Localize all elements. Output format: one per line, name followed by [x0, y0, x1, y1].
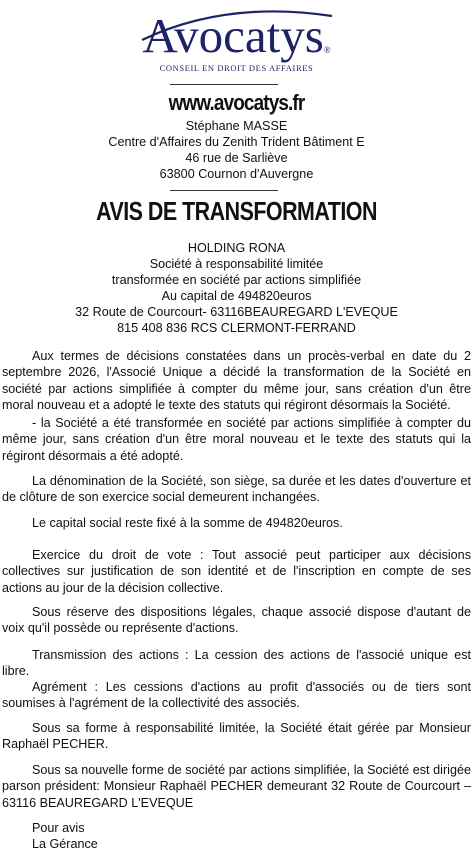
paragraph-2: - la Société a été transformée en société par actions simplifiée à compter du même jour, sans création d'un être moral nouveau et le texte des statuts qui la régiront désormais a été adopté.	[2, 416, 471, 463]
paragraph-10: Sous sa nouvelle forme de société par actions simplifiée, la Société est dirigée parson président: Monsieur Raphaël PECHER demeurant 32 Route de Courcourt – 63116 BEAUREGARD L'EVEQUE	[2, 763, 471, 810]
company-capital: Au capital de 494820euros	[161, 289, 312, 303]
contact-line-3: 63800 Cournon d'Auvergne	[159, 167, 314, 181]
company-address: 32 Route de Courcourt- 63116BEAUREGARD L'EVEQUE	[75, 305, 398, 319]
signature-line-2: La Gérance	[32, 837, 98, 851]
paragraph-9: Sous sa forme à responsabilité limitée, la Société était gérée par Monsieur Raphaël PECHER.	[2, 721, 471, 752]
paragraph-4: Le capital social reste fixé à la somme de 494820euros.	[32, 516, 343, 530]
paragraph-3: La dénomination de la Société, son siège, sa durée et les dates d'ouverture et de clôture de son exercice social demeurent inchangées.	[2, 474, 471, 505]
notice-title: AVIS DE TRANSFORMATION	[96, 198, 377, 226]
paragraph-8: Agrément : Les cessions d'actions au profit d'associés ou de tiers sont soumises à l'agrément de la collectivité des associés.	[2, 680, 471, 711]
paragraph-5: Exercice du droit de vote : Tout associé peut participer aux décisions collectives sur justification de son identité et de l'inscription en compte de ses actions au jour de la décision collective.	[2, 548, 471, 595]
signature-line-1: Pour avis	[32, 821, 85, 835]
paragraph-6: Sous réserve des dispositions légales, chaque associé dispose d'autant de voix qu'il possède ou représente d'actions.	[2, 605, 471, 636]
company-form: Société à responsabilité limitée	[149, 257, 324, 271]
website-link[interactable]: www.avocatys.fr	[168, 90, 305, 115]
logo-wordmark	[0, 8, 473, 64]
company-rcs: 815 408 836 RCS CLERMONT-FERRAND	[117, 321, 356, 335]
contact-line-1: Centre d'Affaires du Zenith Trident Bâtiment E	[108, 135, 365, 149]
contact-name: Stéphane MASSE	[185, 119, 288, 133]
logo-wordmark-text: Avocatys	[142, 8, 324, 63]
company-name: HOLDING RONA	[187, 241, 286, 255]
registered-mark: ®	[323, 45, 331, 55]
divider-middle	[170, 190, 278, 191]
logo-tagline: CONSEIL EN DROIT DES AFFAIRES	[159, 63, 314, 73]
company-transformed: transformée en société par actions simplifiée	[111, 273, 362, 287]
contact-line-2: 46 rue de Sarliève	[185, 151, 288, 165]
paragraph-1: Aux termes de décisions constatées dans un procès-verbal en date du 2 septembre 2026, l'Associé Unique a décidé la transformation de la Société en société par actions simplifiée à compter du même jour, sans création d'un être moral nouveau et a adopté le texte des statuts qui régiront désormais la Société.	[2, 349, 471, 413]
paragraph-7: Transmission des actions : La cession des actions de l'associé unique est libre.	[2, 648, 471, 679]
divider-top	[170, 84, 278, 85]
